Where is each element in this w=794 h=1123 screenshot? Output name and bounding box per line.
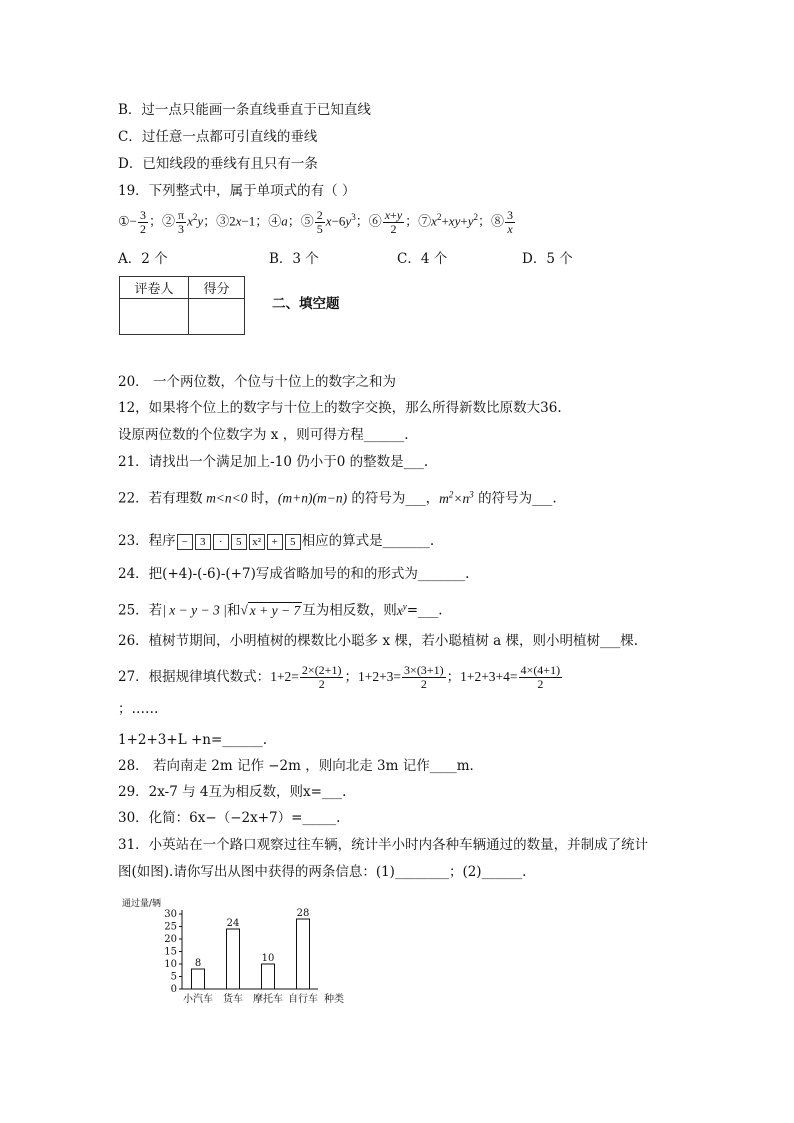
option-c: C．过任意一点都可引直线的垂线: [118, 129, 318, 145]
question-22: 22．若有理数 m<n<0 时，(m+n)(m−n) 的符号为___，$m^2\times n^3$ 的符号为___.: [118, 489, 557, 507]
question-24: 24．把(+4)-(-6)-(+7)写成省略加号的和的形式为_______.: [118, 566, 470, 582]
question-19: 19．下列整式中，属于单项式的有（ ）: [118, 183, 356, 199]
program-box: 5: [285, 534, 301, 550]
q25-suffix: 互为相反数，则: [302, 602, 397, 619]
score-cell[interactable]: [189, 299, 245, 335]
y-tick-label: 10: [164, 959, 177, 970]
question-29: 29．2x-7 与 4互为相反数，则x=___.: [118, 784, 347, 800]
question-27-cont: ；……: [118, 701, 159, 717]
y-tick-label: 15: [164, 946, 177, 958]
q22-mid: 时，: [250, 490, 278, 507]
y-tick-label: 0: [170, 984, 177, 995]
data-label: 28: [296, 908, 310, 919]
option-b: B．过一点只能画一条直线垂直于已知直线: [118, 102, 371, 118]
category-label: 摩托车: [253, 994, 283, 1005]
program-box: x²: [249, 534, 265, 550]
question-26: 26．植树节期间，小明植树的棵数比小聪多 x 棵，若小聪植树 a 棵，则小明植树___棵.: [118, 633, 639, 649]
y-tick-label: 30: [164, 909, 177, 920]
question-25: 25．若| x − y − 3 |和√ x + y − 7 互为相反数，则$x^y=\_\_\_$.: [118, 601, 443, 619]
q25-and: 和: [226, 602, 241, 619]
q22-sign1: 的符号为___，: [351, 490, 440, 507]
bar: [297, 919, 310, 989]
score-header-grader: 评卷人: [120, 277, 189, 299]
q27-prefix: 27．根据规律填代数式：: [118, 669, 271, 685]
q19-choice-c: C．4 个: [397, 251, 448, 267]
bar-chart: [118, 893, 358, 1011]
program-box: 5: [231, 534, 247, 550]
y-tick-label: 25: [164, 921, 177, 933]
question-21: 21．请找出一个满足加上-10 仍小于0 的整数是___.: [118, 454, 429, 470]
bar: [262, 964, 275, 989]
y-axis-label: 通过量/辆: [122, 899, 162, 909]
category-label: 小汽车: [183, 994, 213, 1005]
q22-sign2: 的符号为___.: [478, 490, 557, 507]
category-label: 货车: [223, 994, 243, 1005]
question-27: 27．根据规律填代数式：1+2= $\frac{2\times(2+1)}{2}$ ；1+2+3= $\frac{3\times(3+1)}{2}$ ；1+2+3+4= $\frac{4\times(4+1)}{2}$: [118, 663, 561, 691]
data-label: 8: [194, 958, 202, 969]
score-table: [119, 276, 245, 335]
data-label: 24: [226, 918, 240, 929]
score-header-score: 得分: [189, 277, 245, 299]
category-label: 自行车: [288, 994, 318, 1005]
question-20-line3: 设原两位数的个位数字为 x ，则可得方程______.: [118, 427, 409, 443]
data-label: 10: [261, 953, 275, 964]
question-23: [118, 532, 434, 550]
question-20-line2: 12，如果将个位上的数字与十位上的数字交换，那么所得新数比原数大36.: [118, 400, 562, 416]
q25-end: =___.: [406, 602, 443, 619]
question-30: 30．化简：6x−（−2x+7）=_____.: [118, 810, 341, 826]
q19-choice-b: B．3 个: [269, 251, 319, 267]
program-box: −: [177, 534, 193, 550]
q22-prefix: 22．若有理数: [118, 490, 203, 507]
option-d: D．已知线段的垂线有且只有一条: [118, 156, 318, 172]
grader-cell[interactable]: [120, 299, 189, 335]
program-box: +: [267, 534, 283, 550]
program-box: ·: [213, 534, 229, 550]
question-31-line2: 图(如图).请你写出从图中获得的两条信息：(1)________；(2)______.: [118, 864, 527, 880]
q23-suffix: 相应的算式是_______.: [301, 533, 435, 549]
q19-choice-d: D．5 个: [522, 251, 573, 267]
question-27-last: 1+2+3+L +n=______.: [118, 732, 268, 748]
q19-expressions: ①− $\frac{3}{2}$ ；② $\frac{\pi}{3}$ $x^2y$；③2x−1；④a；⑤ $\frac{2}{5}$ $x-6y^3$；⑥ $\frac{x+y}{2}$ ；$⑦x^2+xy+y^2$；⑧ $\frac{3}{x}$: [118, 207, 513, 236]
q23-prefix: 23．程序: [118, 533, 176, 549]
x-axis-label: 种类: [324, 994, 344, 1005]
section-title: 二、填空题: [272, 296, 340, 312]
program-box: 3: [195, 534, 211, 550]
q19-choice-a: A．2 个: [118, 251, 168, 267]
y-tick-label: 20: [164, 934, 177, 945]
bar: [192, 969, 205, 989]
bar: [227, 929, 240, 989]
q25-prefix: 25．若: [118, 602, 163, 619]
question-28: 28． 若向南走 2m 记作 −2m ，则向北走 3m 记作____m．: [118, 758, 484, 774]
question-31-line1: 31．小英站在一个路口观察过往车辆，统计半小时内各种车辆通过的数量，并制成了统计: [118, 837, 649, 853]
question-20-line1: 20． 一个两位数，个位与十位上的数字之和为: [118, 374, 396, 390]
y-tick-label: 5: [170, 971, 177, 983]
